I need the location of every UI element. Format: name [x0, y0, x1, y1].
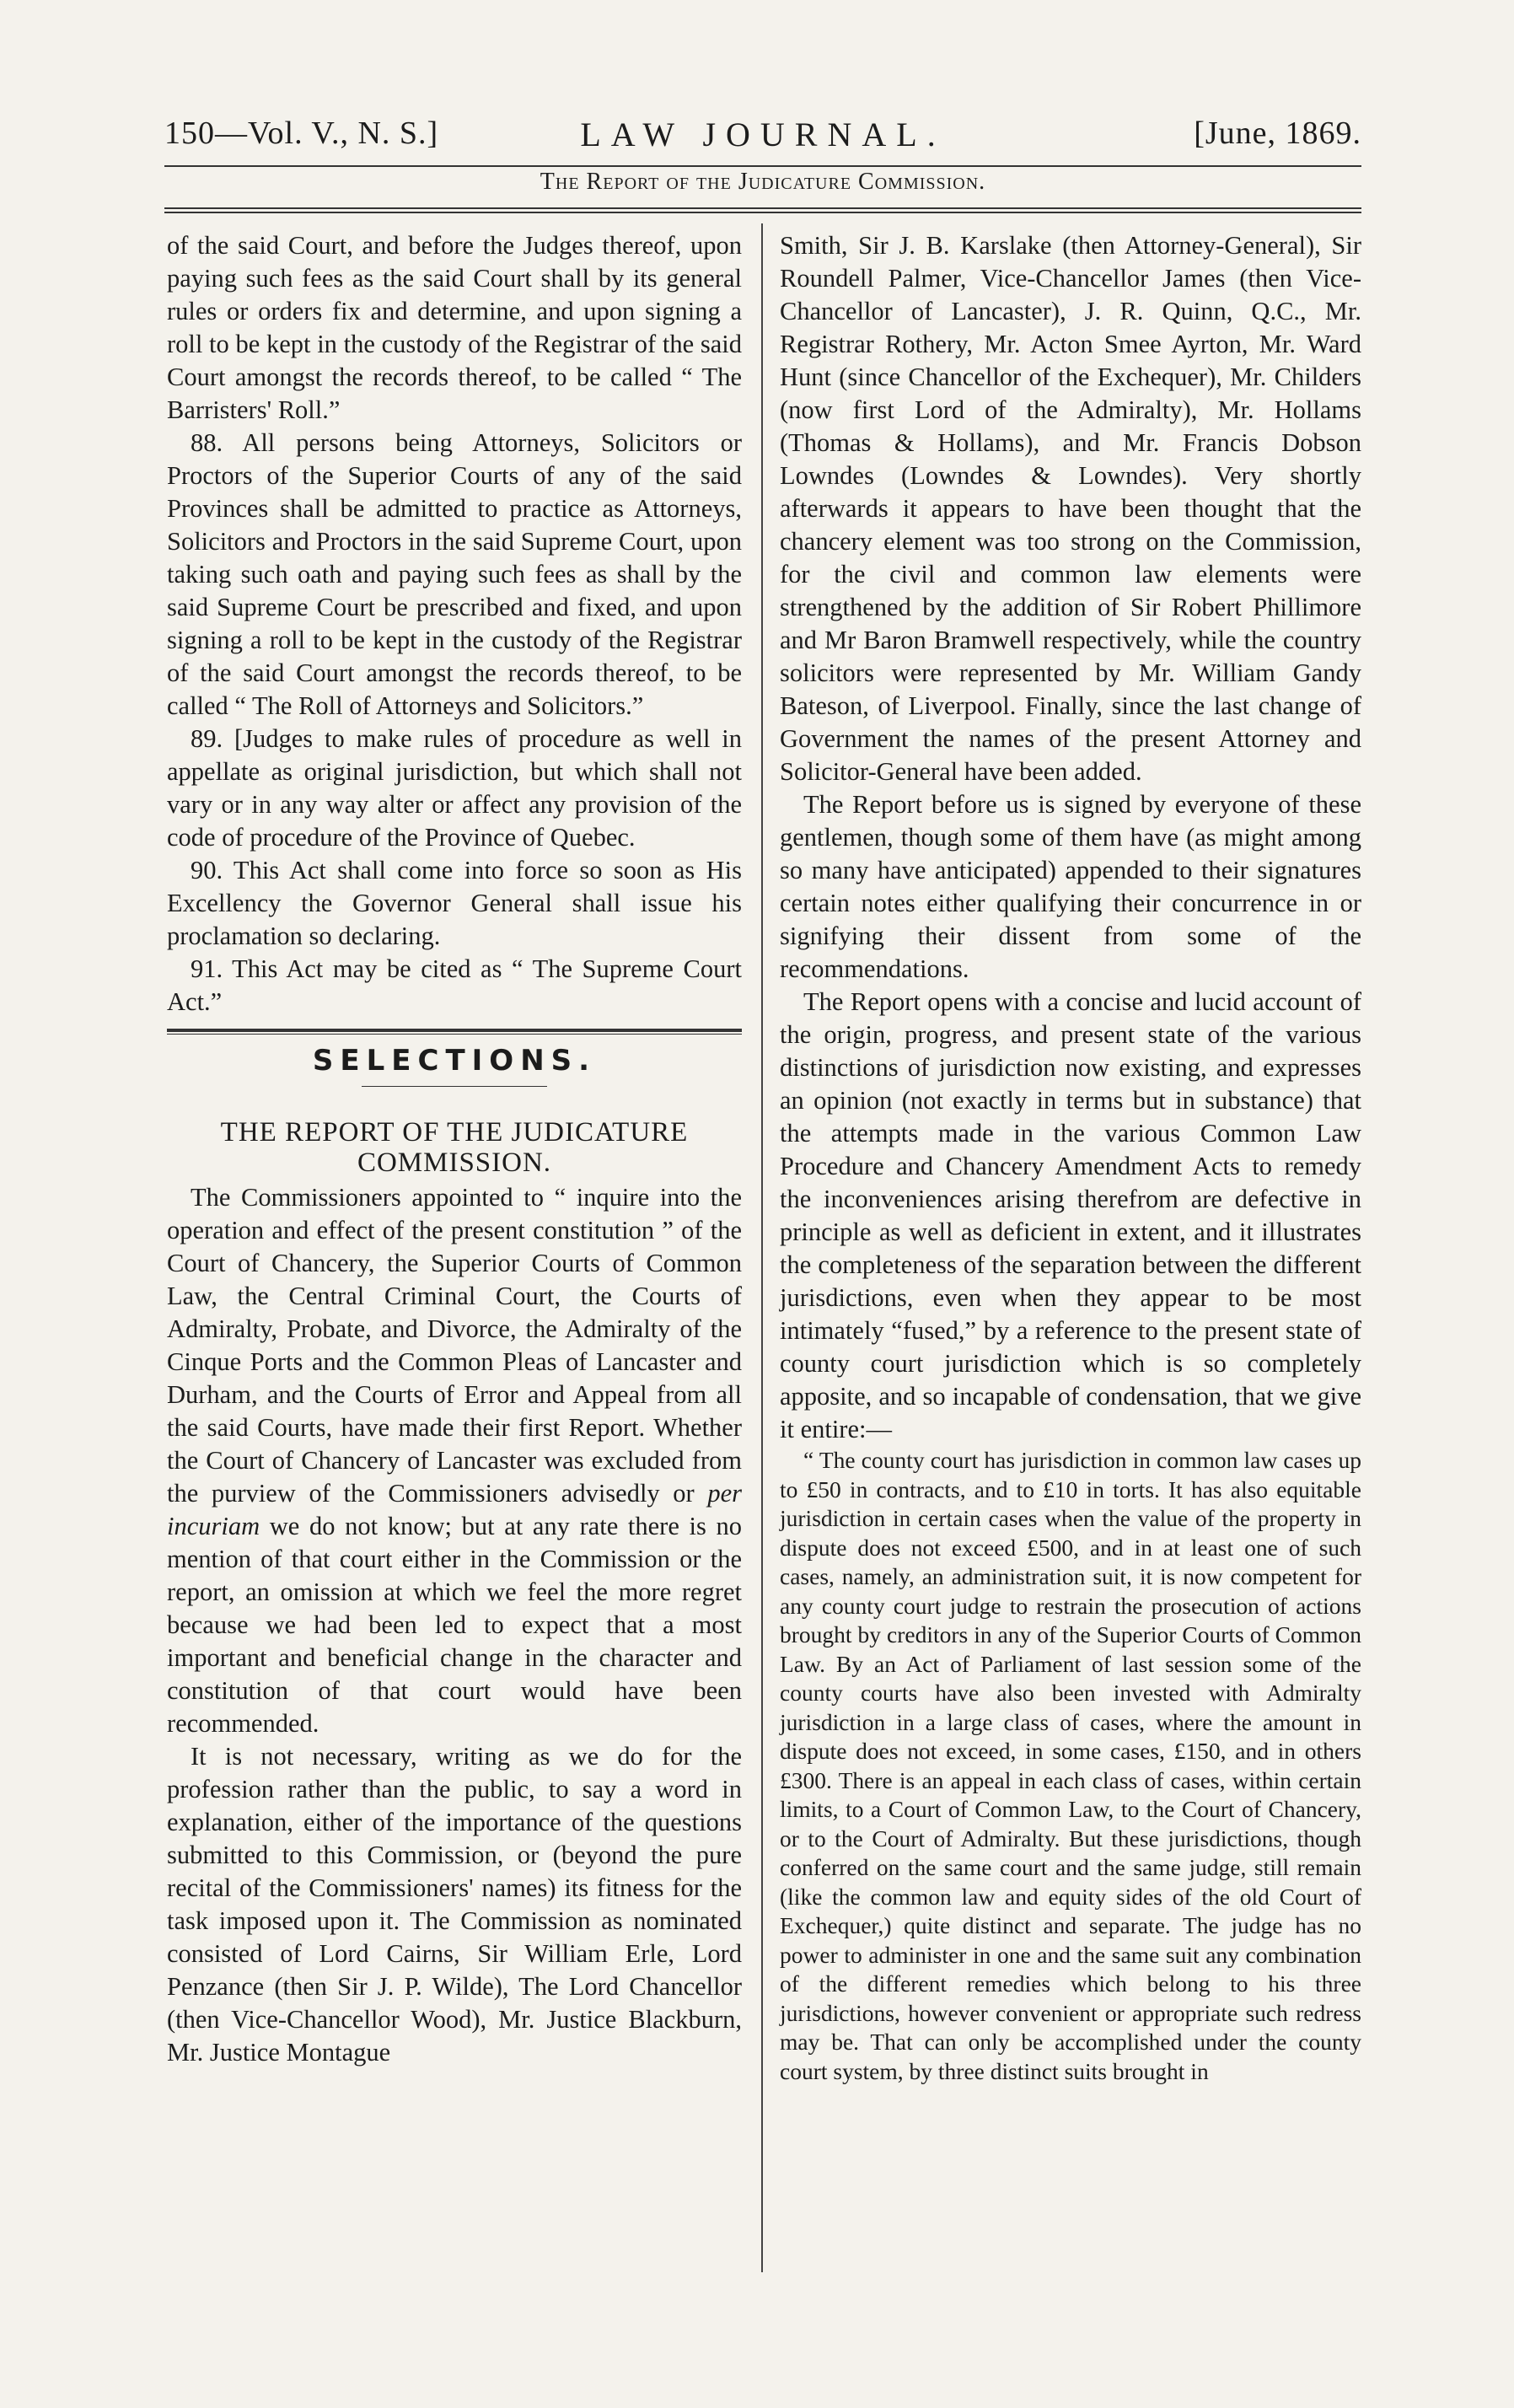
section-rule-thin	[167, 1034, 742, 1035]
running-title: The Report of the Judicature Commission.	[540, 169, 986, 195]
paragraph: The Commissioners appointed to “ inquire into the operation and effect of the present constitution ” of the Court of Chancery, the Superior Courts of Common Law, the Central Criminal Court, the Courts of Admiralty, Probate, and Divorce, the Admiralty of the Cinque Ports and the Common Pleas of Lancaster and Durham, and the Courts of Error and Appeal from all the said Courts, have made their first Report. Whether the Court of Chancery of Lancaster was excluded from the purview of the Commissioners advisedly or per incuriam we do not know; but at any rate there is no mention of that court either in the Commission or the report, an omission at which we feel the more regret because we had been led to expect that a most important and beneficial change in the character and constitution of that court would have been recommended.	[167, 1183, 742, 1738]
volume-page-number: 150—Vol. V., N. S.]	[164, 116, 439, 151]
block-quote: “ The county court has jurisdiction in common law cases up to £50 in contracts, and to £10 in torts. It has also equitable jurisdiction in certain cases when the value of the property in dispute does not exceed £500, and in at least one of such cases, namely, an administration suit, it is now competent for any county court judge to restrain the prosecution of actions brought by creditors in any of the Superior Courts of Common Law. By an Act of Parliament of last session some of the county courts have also been invested with Admiralty jurisdiction in a large class of cases, where the amount in dispute does not exceed, in some cases, £150, and in others £300. There is an appeal in each class of cases, within certain limits, to a Court of Common Law, to the Court of Chancery, or to the Court of Admiralty. But these jurisdictions, though conferred on the same court and the same judge, still remain (like the common law and equity sides of the old Court of Exchequer,) quite distinct and separate. The judge has no power to administer in one and the same suit any combination of the different remedies which belong to his three jurisdictions, however convenient or appropriate such redress may be. That can only be accomplished under the county court system, by three distinct suits brought in	[780, 1447, 1361, 2084]
right-column	[780, 229, 1361, 2086]
paragraph: Smith, Sir J. B. Karslake (then Attorney-General), Sir Roundell Palmer, Vice-Chancellor James (then Vice-Chancellor of Lancaster), J. R. Quinn, Q.C., Mr. Registrar Rothery, Mr. Acton Smee Ayrton, Mr. Ward Hunt (since Chancellor of the Exchequer), Mr. Childers (now first Lord of the Admiralty), Mr. Hollams (Thomas & Hollams), and Mr. Francis Dobson Lowndes (Lowndes & Lowndes). Very shortly afterwards it appears to have been thought that the chancery element was too strong on the Commission, for the civil and common law elements were strengthened by the addition of Sir Robert Phillimore and Mr Baron Bramwell respectively, while the country solicitors were represented by Mr. William Gandy Bateson, of Liverpool. Finally, since the last change of Government the names of the present Attorney and Solicitor-General have been added.	[780, 231, 1361, 786]
issue-date: [June, 1869.	[1194, 116, 1361, 151]
section-heading: SELECTIONS.	[312, 1044, 597, 1078]
running-title-rule-top	[164, 207, 1361, 209]
paragraph-section-90: 90. This Act shall come into force so soon as His Excellency the Governor General shall issue his proclamation so declaring.	[167, 856, 742, 950]
paragraph: The Report opens with a concise and lucid account of the origin, progress, and present state of the various distinctions of jurisdiction now existing, and expresses an opinion (not exactly in terms but in substance) that the attempts made in the various Common Law Procedure and Chancery Amendment Acts to remedy the inconveniences arising therefrom are defective in principle as well as deficient in extent, and it illustrates the completeness of the separation between the different jurisdictions, even when they appear to be most intimately “fused,” by a reference to the present state of county court jurisdiction which is so completely apposite, and so incapable of condensation, that we give it entire:—	[780, 987, 1361, 1443]
left-column	[167, 229, 742, 2069]
heading-rule	[362, 1086, 547, 1087]
paragraph-section-91: 91. This Act may be cited as “ The Supreme Court Act.”	[167, 954, 742, 1016]
article-title	[167, 1117, 742, 1178]
page-header	[164, 115, 1361, 165]
paragraph-section-89: 89. [Judges to make rules of procedure as well in appellate as original jurisdiction, but which shall not vary or in any way alter or affect any provision of the code of procedure of the Province of Quebec.	[167, 724, 742, 852]
running-title-rule-bottom	[164, 212, 1361, 213]
column-divider	[761, 223, 763, 2272]
header-rule	[164, 165, 1361, 167]
article-title-line-2: COMMISSION.	[357, 1148, 552, 1178]
paragraph-section-88: 88. All persons being Attorneys, Solicitors or Proctors of the Superior Courts of any of the said Provinces shall be admitted to practice as Attorneys, Solicitors and Proctors in the said Supreme Court, upon taking such oath and paying such fees as shall by the said Supreme Court be prescribed and fixed, and upon signing a roll to be kept in the custody of the Registrar of the said Court amongst the records thereof, to be called “ The Roll of Attorneys and Solicitors.”	[167, 428, 742, 720]
paragraph: of the said Court, and before the Judges thereof, upon paying such fees as the said Court shall by its general rules or orders fix and determine, and upon signing a roll to be kept in the custody of the Registrar of the said Court amongst the records thereof, to be called “ The Barristers' Roll.”	[167, 231, 742, 424]
paragraph: It is not necessary, writing as we do for the profession rather than the public, to say a word in explanation, either of the importance of the questions submitted to this Commission, or (beyond the pure recital of the Commissioners' names) its fitness for the task imposed upon it. The Commission as nominated consisted of Lord Cairns, Sir William Erle, Lord Penzance (then Sir J. P. Wilde), The Lord Chancellor (then Vice-Chancellor Wood), Mr. Justice Blackburn, Mr. Justice Montague	[167, 1742, 742, 2067]
italic-phrase: per incuriam	[167, 1479, 742, 1540]
section-rule-thick	[167, 1029, 742, 1032]
paragraph: The Report before us is signed by everyone of these gentlemen, though some of them have (as might among so many have anticipated) appended to their signatures certain notes either qualifying their concurrence in or signifying their dissent from some of the recommendations.	[780, 790, 1361, 983]
journal-title: LAW JOURNAL.	[580, 116, 946, 153]
article-title-line-1: THE REPORT OF THE JUDICATURE	[220, 1117, 689, 1148]
